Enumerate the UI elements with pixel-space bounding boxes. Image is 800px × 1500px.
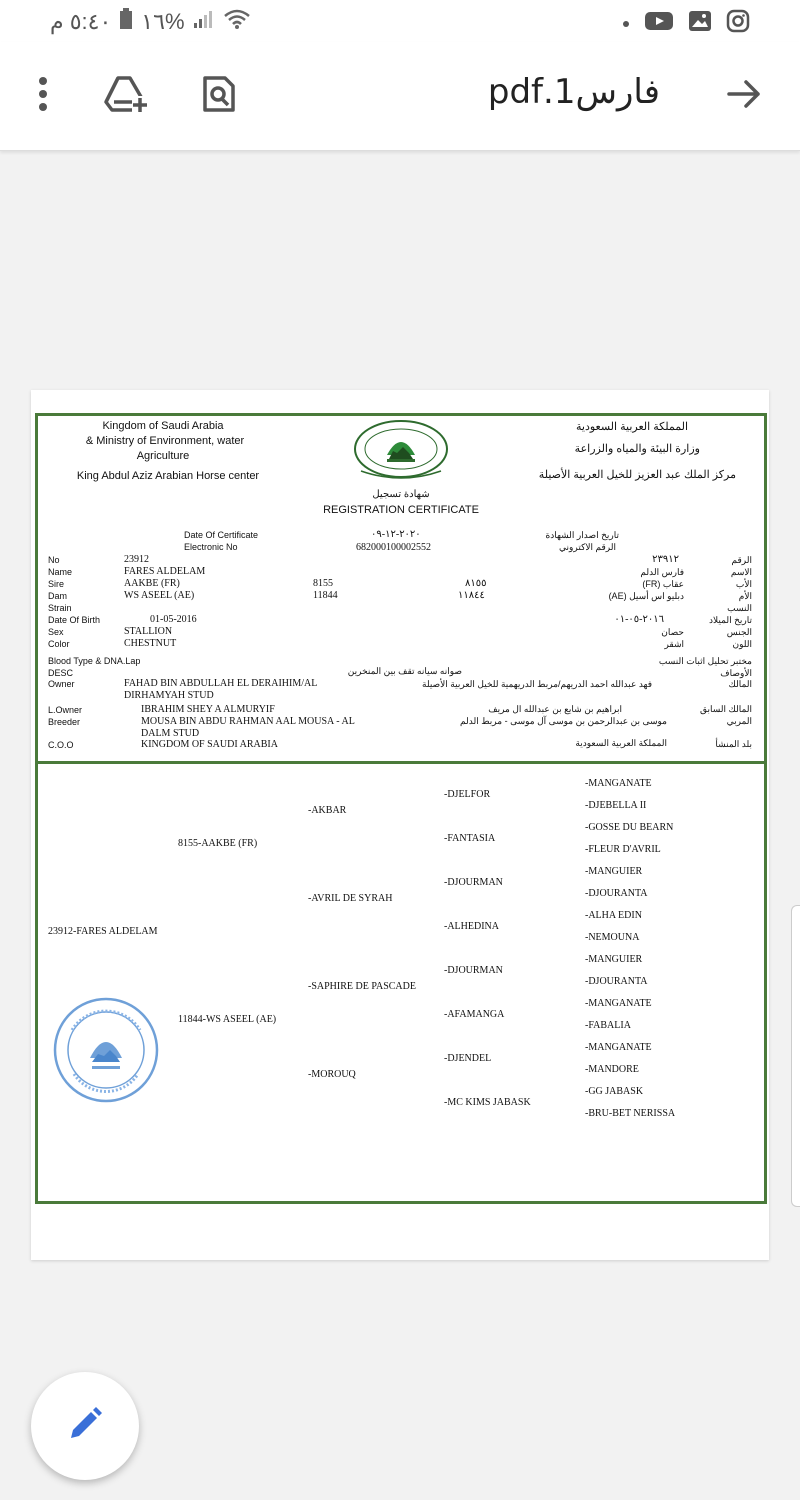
breeder-value-2: DALM STUD bbox=[141, 728, 200, 739]
status-right bbox=[622, 9, 750, 38]
electronic-label-en: Electronic No bbox=[184, 542, 238, 552]
row-dam-ar-label: الأم bbox=[738, 591, 752, 601]
pedigree-gen2-item: -AVRIL DE SYRAH bbox=[308, 893, 393, 904]
fast-scroll-handle[interactable] bbox=[791, 905, 800, 1207]
add-to-drive-icon bbox=[104, 74, 148, 119]
pencil-icon bbox=[65, 1404, 105, 1449]
owner-value-2: DIRHAMYAH STUD bbox=[124, 690, 214, 701]
pedigree-gen4-item: -DJEBELLA II bbox=[585, 800, 647, 811]
header-en-line1: Kingdom of Saudi Arabia bbox=[102, 420, 224, 432]
owner-ar-label: المالك bbox=[728, 679, 752, 689]
battery-percent: %١٦ bbox=[141, 9, 185, 34]
row-dam-label: Dam bbox=[48, 591, 68, 601]
row-sire-label: Sire bbox=[48, 579, 65, 589]
desc-label: DESC bbox=[48, 668, 74, 678]
pedigree-gen4-item: -MANGUIER bbox=[585, 954, 643, 965]
pedigree-horse: 23912-FARES ALDELAM bbox=[48, 926, 158, 937]
desc-ar-value: صوانه سيانه تقف بين المنخرين bbox=[347, 666, 462, 676]
edit-fab-button[interactable] bbox=[31, 1372, 139, 1480]
pedigree-gen4-item: -FABALIA bbox=[585, 1020, 631, 1031]
battery-icon bbox=[119, 8, 133, 36]
blood-label: Blood Type & DNA.Lap bbox=[48, 656, 141, 666]
arrow-right-icon bbox=[726, 78, 762, 115]
date-value: ٢٠٢٠-١٢-٠٩ bbox=[371, 529, 421, 540]
header-en-line3: Agriculture bbox=[136, 450, 190, 462]
row-dob-label: Date Of Birth bbox=[48, 615, 101, 625]
row-sire-ar-label: الأب bbox=[735, 579, 752, 589]
pedigree-gen4-item: -GG JABASK bbox=[585, 1086, 644, 1097]
owner-label: Owner bbox=[48, 679, 75, 689]
pedigree-gen4-item: -MANDORE bbox=[585, 1064, 639, 1075]
coo-value: KINGDOM OF SAUDI ARABIA bbox=[141, 739, 278, 750]
add-to-drive-button[interactable] bbox=[100, 70, 152, 122]
row-sex-value: STALLION bbox=[124, 626, 173, 637]
breeder-ar-label: المربي bbox=[726, 716, 752, 726]
header-en-line4: King Abdul Aziz Arabian Horse center bbox=[76, 470, 260, 482]
electronic-value: 682000100002552 bbox=[356, 542, 431, 553]
row-dam-value: WS ASEEL (AE) bbox=[124, 590, 195, 601]
pedigree-gen3-item: -MC KIMS JABASK bbox=[444, 1097, 531, 1108]
breeder-value-1: MOUSA BIN ABDU RAHMAN AAL MOUSA - AL bbox=[141, 716, 355, 727]
pedigree-gen2-item: -MOROUQ bbox=[308, 1069, 356, 1080]
more-options-button[interactable] bbox=[17, 70, 69, 122]
status-bar bbox=[0, 0, 800, 42]
row-no-value: 23912 bbox=[124, 554, 149, 565]
ministry-logo bbox=[353, 419, 449, 485]
coo-ar-label: بلد المنشأ bbox=[715, 739, 752, 749]
row-sire-ar-value: (FR) عقاب bbox=[642, 579, 684, 589]
pedigree-gen4-item: -MANGANATE bbox=[585, 998, 652, 1009]
breeder-ar-value: موسى بن عبدالرحمن بن موسى آل موسى - مربط الدلم bbox=[460, 716, 667, 726]
row-sex-label: Sex bbox=[48, 627, 64, 637]
header-ar-line2: وزارة البيئة والمياه والزراعة bbox=[574, 443, 700, 455]
registry-stamp bbox=[52, 996, 160, 1104]
certificate-frame bbox=[35, 413, 767, 1204]
pedigree-gen3-item: -AFAMANGA bbox=[444, 1009, 505, 1020]
row-dob-ar-value: ٢٠١٦-٠٥-٠١ bbox=[614, 614, 664, 625]
gallery-icon bbox=[688, 10, 712, 37]
desc-ar-label: الأوصاف bbox=[720, 668, 752, 678]
pedigree-gen4-item: -FLEUR D'AVRIL bbox=[585, 844, 661, 855]
row-name-ar-value: فارس الدلم bbox=[640, 567, 684, 577]
row-no-ar-label: الرقم bbox=[731, 555, 752, 565]
wifi-icon bbox=[223, 8, 251, 36]
row-sire-number: 8155 bbox=[313, 578, 333, 589]
header-ar-line1: المملكة العربية السعودية bbox=[576, 421, 688, 433]
electronic-label-ar: الرقم الاكتروني bbox=[559, 542, 616, 552]
row-sire-number-ar: ٨١٥٥ bbox=[465, 578, 487, 589]
clock: ٥:٤٠ م bbox=[50, 9, 112, 34]
title-en: REGISTRATION CERTIFICATE bbox=[323, 504, 479, 516]
pedigree-gen4-item: -BRU-BET NERISSA bbox=[585, 1108, 676, 1119]
breeder-label: Breeder bbox=[48, 717, 81, 727]
row-no-label: No bbox=[48, 555, 60, 565]
coo-label: C.O.O bbox=[48, 740, 74, 750]
lowner-ar-value: ابراهيم بن شايع بن عبدالله ال مريف bbox=[488, 704, 622, 714]
owner-ar-value: فهد عبدالله احمد الدريهم/مربط الدريهمية للخيل العربية الأصيلة bbox=[422, 679, 652, 689]
date-label-ar: تاريخ اصدار الشهادة bbox=[545, 530, 619, 540]
pedigree-divider bbox=[38, 761, 764, 764]
lowner-value: IBRAHIM SHEY A ALMURYIF bbox=[141, 704, 275, 715]
pedigree-gen3-item: -DJOURMAN bbox=[444, 877, 503, 888]
row-color-label: Color bbox=[48, 639, 70, 649]
pedigree-gen4-item: -MANGANATE bbox=[585, 778, 652, 789]
pedigree-gen3-item: -DJELFOR bbox=[444, 789, 491, 800]
row-no-ar-value: ٢٣٩١٢ bbox=[652, 554, 679, 565]
row-sire-value: AAKBE (FR) bbox=[124, 578, 180, 589]
row-strain-ar-label: النسب bbox=[727, 603, 752, 613]
pedigree-gen4-item: -MANGUIER bbox=[585, 866, 643, 877]
coo-ar-value: المملكة العربية السعودية bbox=[575, 738, 667, 748]
instagram-icon bbox=[726, 9, 750, 38]
signal-icon bbox=[193, 9, 215, 35]
row-dob-ar-label: تاريخ الميلاد bbox=[709, 615, 752, 625]
row-strain-label: Strain bbox=[48, 603, 72, 613]
row-name-ar-label: الاسم bbox=[730, 567, 752, 577]
pdf-page bbox=[31, 390, 769, 1260]
search-document-icon bbox=[201, 74, 237, 119]
header-ar-line3: مركز الملك عبد العزيز للخيل العربية الأصيلة bbox=[538, 469, 736, 481]
row-dam-ar-value: (AE) دبليو اس أسيل bbox=[608, 591, 684, 601]
row-dob-value: 01-05-2016 bbox=[150, 614, 197, 625]
pedigree-gen2-item: -AKBAR bbox=[308, 805, 347, 816]
pedigree-gen3-item: -FANTASIA bbox=[444, 833, 496, 844]
title-ar: شهادة تسجيل bbox=[372, 489, 430, 500]
pedigree-gen4-item: -DJOURANTA bbox=[585, 976, 648, 987]
lowner-ar-label: المالك السابق bbox=[699, 704, 752, 714]
pedigree-sire: 8155-AAKBE (FR) bbox=[178, 838, 258, 849]
pedigree-gen4-item: -NEMOUNA bbox=[585, 932, 640, 943]
header-en-line2: & Ministry of Environment, water bbox=[85, 435, 245, 447]
notification-dot-icon bbox=[622, 15, 630, 33]
date-label-en: Date Of Certificate bbox=[184, 530, 259, 540]
row-color-ar-value: اشقر bbox=[664, 639, 684, 649]
blood-ar-label: مختبر تحليل اثبات النسب bbox=[658, 656, 752, 666]
lowner-label: L.Owner bbox=[48, 705, 83, 715]
row-dam-number-ar: ١١٨٤٤ bbox=[458, 590, 485, 601]
row-color-value: CHESTNUT bbox=[124, 638, 177, 649]
more-vertical-icon bbox=[35, 76, 51, 117]
status-left bbox=[50, 8, 251, 36]
owner-value-1: FAHAD BIN ABDULLAH EL DERAIHIM/AL bbox=[124, 678, 318, 689]
pedigree-gen4-item: -MANGANATE bbox=[585, 1042, 652, 1053]
row-name-label: Name bbox=[48, 567, 73, 577]
row-color-ar-label: اللون bbox=[732, 639, 752, 649]
pedigree-gen4-item: -ALHA EDIN bbox=[585, 910, 642, 921]
row-sex-ar-value: حصان bbox=[661, 627, 684, 637]
pedigree-gen3-item: -ALHEDINA bbox=[444, 921, 499, 932]
youtube-icon bbox=[644, 10, 674, 37]
pedigree-gen4-item: -GOSSE DU BEARN bbox=[585, 822, 674, 833]
pedigree-gen2-item: -SAPHIRE DE PASCADE bbox=[308, 981, 416, 992]
row-sex-ar-label: الجنس bbox=[726, 627, 752, 637]
pedigree-gen3-item: -DJOURMAN bbox=[444, 965, 503, 976]
back-button[interactable] bbox=[718, 70, 770, 122]
document-title: فارس1.pdf bbox=[487, 72, 660, 112]
app-toolbar bbox=[0, 42, 800, 151]
find-in-document-button[interactable] bbox=[193, 70, 245, 122]
pedigree-gen3-item: -DJENDEL bbox=[444, 1053, 492, 1064]
row-dam-number: 11844 bbox=[313, 590, 338, 601]
pedigree-dam: 11844-WS ASEEL (AE) bbox=[178, 1014, 277, 1025]
row-name-value: FARES ALDELAM bbox=[124, 566, 206, 577]
pedigree-gen4-item: -DJOURANTA bbox=[585, 888, 648, 899]
